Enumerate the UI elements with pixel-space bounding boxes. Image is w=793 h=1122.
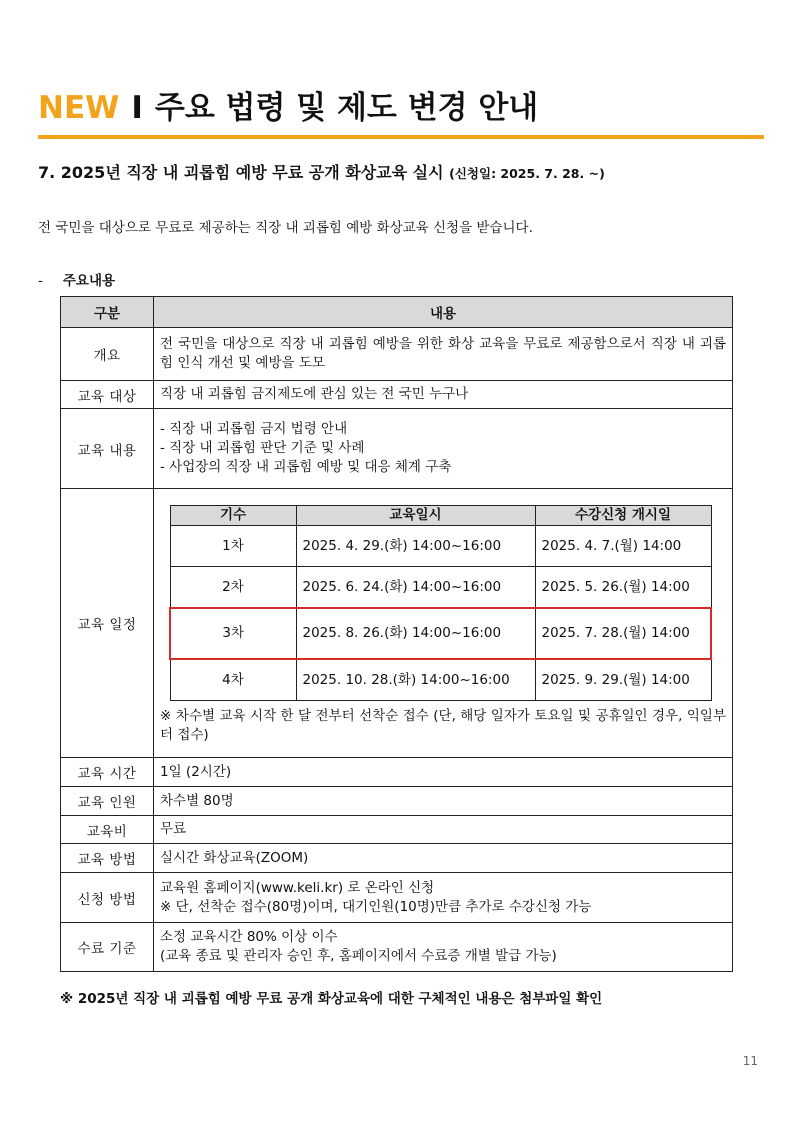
row-label-apply: 신청 방법 bbox=[61, 873, 154, 923]
schedule-header-round: 기수 bbox=[170, 506, 296, 526]
schedule-table bbox=[169, 505, 712, 701]
overview-text: 전 국민을 대상으로 직장 내 괴롭힘 예방을 위한 화상 교육을 무료로 제공함으로서 직장 내 괴롭힘 인식 개선 및 예방을 도모 bbox=[154, 328, 733, 381]
table-row bbox=[61, 409, 733, 489]
header-title bbox=[38, 88, 764, 128]
new-label: NEW bbox=[38, 90, 120, 126]
contents-item: - 사업장의 직장 내 괴롭힘 예방 및 대응 체계 구축 bbox=[160, 459, 452, 475]
fee-text: 무료 bbox=[154, 816, 733, 844]
apply-line: 교육원 홈페이지(www.keli.kr) 로 온라인 신청 bbox=[160, 879, 435, 896]
section-title-text: 7. 2025년 직장 내 괴롭힘 예방 무료 공개 화상교육 실시 bbox=[38, 163, 444, 182]
schedule-datetime: 2025. 6. 24.(화) 14:00~16:00 bbox=[296, 567, 535, 609]
schedule-round: 1차 bbox=[170, 526, 296, 567]
row-label-target: 교육 대상 bbox=[61, 381, 154, 409]
section-title bbox=[38, 160, 605, 183]
table-row bbox=[61, 923, 733, 972]
schedule-note: ※ 차수별 교육 시작 한 달 전부터 선착순 접수 (단, 해당 일자가 토요일 및 공휴일인 경우, 익일부터 접수) bbox=[160, 708, 726, 743]
header-text: 주요 법령 및 제도 변경 안내 bbox=[154, 90, 539, 126]
schedule-datetime: 2025. 4. 29.(화) 14:00~16:00 bbox=[296, 526, 535, 567]
row-label-overview: 개요 bbox=[61, 328, 154, 381]
completion-line: 소정 교육시간 80% 이상 이수 bbox=[160, 929, 338, 945]
completion-cell bbox=[154, 923, 733, 972]
schedule-row bbox=[170, 526, 711, 567]
table-row bbox=[61, 787, 733, 816]
section-subtitle: (신청일: 2025. 7. 28. ~) bbox=[449, 166, 605, 181]
table-row bbox=[61, 816, 733, 844]
row-label-completion: 수료 기준 bbox=[61, 923, 154, 972]
table-row bbox=[61, 873, 733, 923]
row-label-contents: 교육 내용 bbox=[61, 409, 154, 489]
list-dash: - bbox=[38, 273, 43, 289]
schedule-datetime: 2025. 10. 28.(화) 14:00~16:00 bbox=[296, 659, 535, 701]
schedule-row bbox=[170, 659, 711, 701]
row-label-method: 교육 방법 bbox=[61, 844, 154, 873]
table-row bbox=[61, 328, 733, 381]
schedule-header-row bbox=[170, 506, 711, 526]
schedule-datetime: 2025. 8. 26.(화) 14:00~16:00 bbox=[296, 608, 535, 659]
schedule-cell bbox=[154, 489, 733, 758]
schedule-open-date: 2025. 5. 26.(월) 14:00 bbox=[535, 567, 711, 609]
contents-item: - 직장 내 괴롭힘 판단 기준 및 사례 bbox=[160, 440, 365, 456]
method-text: 실시간 화상교육(ZOOM) bbox=[154, 844, 733, 873]
table-row bbox=[61, 844, 733, 873]
completion-note: (교육 종료 및 관리자 승인 후, 홈페이지에서 수료증 개별 발급 가능) bbox=[160, 948, 557, 964]
schedule-open-date: 2025. 4. 7.(월) 14:00 bbox=[535, 526, 711, 567]
header-content: 내용 bbox=[154, 297, 733, 328]
row-label-schedule: 교육 일정 bbox=[61, 489, 154, 758]
row-label-capacity: 교육 인원 bbox=[61, 787, 154, 816]
header-separator: I bbox=[131, 90, 143, 126]
capacity-text: 차수별 80명 bbox=[154, 787, 733, 816]
schedule-row-highlighted bbox=[170, 608, 711, 659]
schedule-round: 3차 bbox=[170, 608, 296, 659]
schedule-round: 4차 bbox=[170, 659, 296, 701]
schedule-header-open: 수강신청 개시일 bbox=[535, 506, 711, 526]
apply-cell bbox=[154, 873, 733, 923]
schedule-round: 2차 bbox=[170, 567, 296, 609]
contents-list bbox=[154, 409, 733, 489]
schedule-open-date: 2025. 9. 29.(월) 14:00 bbox=[535, 659, 711, 701]
header-category: 구분 bbox=[61, 297, 154, 328]
table-row bbox=[61, 489, 733, 758]
table-row bbox=[61, 381, 733, 409]
contents-item: - 직장 내 괴롭힘 금지 법령 안내 bbox=[160, 421, 348, 437]
footer-note: ※ 2025년 직장 내 괴롭힘 예방 무료 공개 화상교육에 대한 구체적인 내용은 첨부파일 확인 bbox=[60, 991, 603, 1007]
list-heading-label: 주요내용 bbox=[62, 273, 116, 289]
page-header bbox=[38, 88, 764, 139]
row-label-fee: 교육비 bbox=[61, 816, 154, 844]
page-number: 11 bbox=[742, 1054, 758, 1068]
row-label-duration: 교육 시간 bbox=[61, 758, 154, 787]
duration-text: 1일 (2시간) bbox=[154, 758, 733, 787]
header-rule bbox=[38, 135, 764, 139]
apply-note: ※ 단, 선착순 접수(80명)이며, 대기인원(10명)만큼 추가로 수강신청 가능 bbox=[160, 898, 592, 915]
main-table bbox=[60, 296, 733, 972]
target-text: 직장 내 괴롭힘 금지제도에 관심 있는 전 국민 누구나 bbox=[154, 381, 733, 409]
list-heading bbox=[38, 269, 115, 289]
table-header-row bbox=[61, 297, 733, 328]
schedule-header-datetime: 교육일시 bbox=[296, 506, 535, 526]
intro-text: 전 국민을 대상으로 무료로 제공하는 직장 내 괴롭힘 예방 화상교육 신청을 받습니다. bbox=[38, 220, 533, 236]
table-row bbox=[61, 758, 733, 787]
schedule-row bbox=[170, 567, 711, 609]
schedule-open-date: 2025. 7. 28.(월) 14:00 bbox=[535, 608, 711, 659]
